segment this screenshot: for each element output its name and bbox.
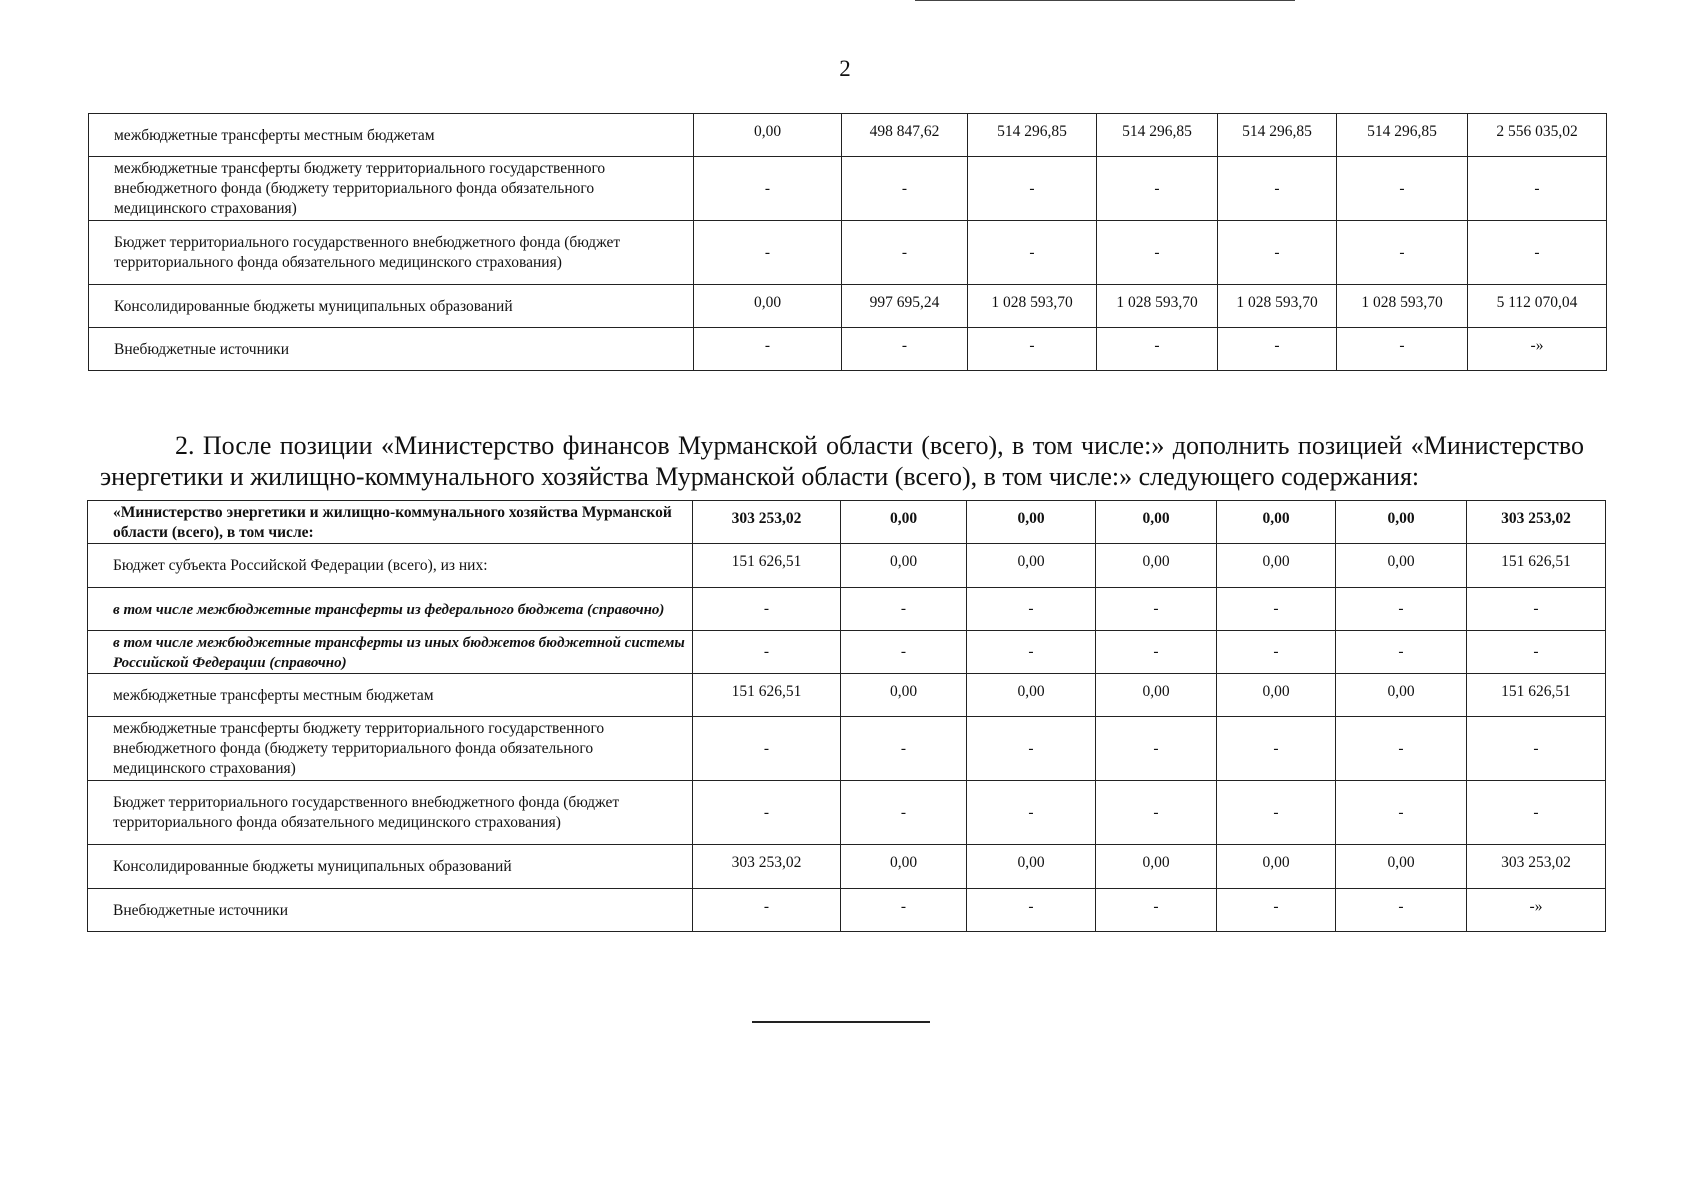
top-divider-line bbox=[915, 0, 1295, 1]
row-label: Бюджет территориального государственного внебюджетного фонда (бюджет территориального фонда обязательного медицинского страхования) bbox=[88, 781, 693, 845]
table-cell: 0,00 bbox=[1217, 544, 1336, 588]
table-cell: 0,00 bbox=[1336, 845, 1467, 889]
table-cell: - bbox=[1217, 631, 1336, 674]
row-label: Консолидированные бюджеты муниципальных образований bbox=[89, 285, 694, 328]
table-cell: 0,00 bbox=[694, 285, 842, 328]
table-cell: - bbox=[967, 781, 1096, 845]
table-cell: - bbox=[968, 328, 1097, 371]
table-cell: - bbox=[1467, 588, 1606, 631]
table-cell: 0,00 bbox=[967, 845, 1096, 889]
table-row bbox=[89, 285, 1607, 328]
table-cell: 1 028 593,70 bbox=[968, 285, 1097, 328]
table-cell: 1 028 593,70 bbox=[1337, 285, 1468, 328]
table-cell: - bbox=[1096, 889, 1217, 932]
table-cell: - bbox=[967, 889, 1096, 932]
table-cell: - bbox=[1337, 221, 1468, 285]
table-row bbox=[89, 221, 1607, 285]
table-cell: 1 028 593,70 bbox=[1218, 285, 1337, 328]
amendment-paragraph: 2. После позиции «Министерство финансов Мурманской области (всего), в том числе:» дополнить позицией «Министерство энергетики и жилищно-коммунального хозяйства Мурманской области (всего), в том числе:» следующего содержания: bbox=[100, 431, 1584, 491]
table-cell: 303 253,02 bbox=[693, 845, 841, 889]
table-cell: - bbox=[1336, 588, 1467, 631]
row-label: межбюджетные трансферты местным бюджетам bbox=[88, 674, 693, 717]
table-cell: 0,00 bbox=[1096, 674, 1217, 717]
table-cell: - bbox=[841, 717, 967, 781]
budget-table-new-position bbox=[87, 500, 1606, 932]
table-cell: - bbox=[1096, 631, 1217, 674]
table-cell: - bbox=[1467, 781, 1606, 845]
table-cell: - bbox=[1467, 631, 1606, 674]
table-cell: - bbox=[842, 328, 968, 371]
table-cell: 0,00 bbox=[967, 544, 1096, 588]
table-cell: - bbox=[968, 221, 1097, 285]
table-cell: -» bbox=[1467, 889, 1606, 932]
table-cell: - bbox=[1336, 717, 1467, 781]
table-cell: - bbox=[1096, 781, 1217, 845]
table-cell: - bbox=[1337, 157, 1468, 221]
table-cell: 303 253,02 bbox=[1467, 501, 1606, 544]
table-cell: 0,00 bbox=[1217, 674, 1336, 717]
table-cell: 151 626,51 bbox=[693, 544, 841, 588]
table-row bbox=[88, 845, 1606, 889]
table-cell: - bbox=[1336, 889, 1467, 932]
table-cell: 5 112 070,04 bbox=[1468, 285, 1607, 328]
row-label: Бюджет территориального государственного внебюджетного фонда (бюджет территориального фонда обязательного медицинского страхования) bbox=[89, 221, 694, 285]
table-cell: 0,00 bbox=[841, 544, 967, 588]
table-cell: 0,00 bbox=[1096, 544, 1217, 588]
table-cell: - bbox=[841, 889, 967, 932]
table-cell: - bbox=[967, 588, 1096, 631]
table-cell: 0,00 bbox=[1096, 501, 1217, 544]
budget-table-continued bbox=[88, 113, 1607, 371]
table-cell: - bbox=[841, 588, 967, 631]
table-cell: - bbox=[1336, 781, 1467, 845]
table-cell: - bbox=[1097, 221, 1218, 285]
row-label: Бюджет субъекта Российской Федерации (всего), из них: bbox=[88, 544, 693, 588]
table-cell: 514 296,85 bbox=[1097, 114, 1218, 157]
table-cell: 2 556 035,02 bbox=[1468, 114, 1607, 157]
table-cell: - bbox=[842, 157, 968, 221]
table-cell: - bbox=[968, 157, 1097, 221]
table-cell: 0,00 bbox=[1217, 845, 1336, 889]
table-cell: - bbox=[1336, 631, 1467, 674]
table-cell: - bbox=[967, 631, 1096, 674]
page-number: 2 bbox=[839, 56, 851, 81]
table-cell: - bbox=[694, 328, 842, 371]
table-cell: 0,00 bbox=[841, 845, 967, 889]
table-cell: - bbox=[1467, 717, 1606, 781]
table-cell: - bbox=[1218, 328, 1337, 371]
table-cell: 0,00 bbox=[1336, 544, 1467, 588]
table-cell: 303 253,02 bbox=[1467, 845, 1606, 889]
table-row bbox=[88, 781, 1606, 845]
table-cell: 997 695,24 bbox=[842, 285, 968, 328]
table-cell: - bbox=[693, 781, 841, 845]
row-label: межбюджетные трансферты бюджету территориального государственного внебюджетного фонда (бюджету территориального фонда обязательного медицинского страхования) bbox=[88, 717, 693, 781]
row-label: в том числе межбюджетные трансферты из федерального бюджета (справочно) bbox=[88, 588, 693, 631]
table-cell: 498 847,62 bbox=[842, 114, 968, 157]
table-cell: - bbox=[1096, 717, 1217, 781]
table-row bbox=[88, 544, 1606, 588]
table-cell: - bbox=[967, 717, 1096, 781]
table-cell: - bbox=[694, 157, 842, 221]
table-cell: 0,00 bbox=[694, 114, 842, 157]
table-cell: 514 296,85 bbox=[1218, 114, 1337, 157]
table-cell: - bbox=[1337, 328, 1468, 371]
table-cell: - bbox=[693, 889, 841, 932]
table-cell: - bbox=[693, 588, 841, 631]
table-row bbox=[88, 674, 1606, 717]
table-cell: 0,00 bbox=[967, 501, 1096, 544]
table-cell: - bbox=[1097, 157, 1218, 221]
table-cell: 514 296,85 bbox=[1337, 114, 1468, 157]
table-row bbox=[89, 157, 1607, 221]
table-row bbox=[89, 328, 1607, 371]
row-label: Внебюджетные источники bbox=[89, 328, 694, 371]
table-cell: 0,00 bbox=[841, 501, 967, 544]
table-row bbox=[89, 114, 1607, 157]
table-cell: - bbox=[1468, 221, 1607, 285]
table-cell: - bbox=[1096, 588, 1217, 631]
table-cell: 151 626,51 bbox=[1467, 674, 1606, 717]
table-cell: 1 028 593,70 bbox=[1097, 285, 1218, 328]
table-cell: - bbox=[693, 631, 841, 674]
table-cell: - bbox=[693, 717, 841, 781]
table-cell: -» bbox=[1468, 328, 1607, 371]
table-cell: - bbox=[1097, 328, 1218, 371]
row-label: Консолидированные бюджеты муниципальных образований bbox=[88, 845, 693, 889]
table-row bbox=[88, 889, 1606, 932]
row-label: межбюджетные трансферты бюджету территориального государственного внебюджетного фонда (бюджету территориального фонда обязательного медицинского страхования) bbox=[89, 157, 694, 221]
table-cell: - bbox=[1217, 889, 1336, 932]
table-row bbox=[88, 717, 1606, 781]
table-cell: 303 253,02 bbox=[693, 501, 841, 544]
end-divider-line bbox=[752, 1021, 930, 1023]
row-label: «Министерство энергетики и жилищно-коммунального хозяйства Мурманской области (всего), в том числе: bbox=[88, 501, 693, 544]
table-cell: - bbox=[1217, 717, 1336, 781]
table-cell: - bbox=[1217, 781, 1336, 845]
table-cell: 151 626,51 bbox=[693, 674, 841, 717]
table-cell: 514 296,85 bbox=[968, 114, 1097, 157]
row-label: в том числе межбюджетные трансферты из иных бюджетов бюджетной системы Российской Федерации (справочно) bbox=[88, 631, 693, 674]
table-cell: 0,00 bbox=[1336, 501, 1467, 544]
table-cell: - bbox=[694, 221, 842, 285]
table-row bbox=[88, 501, 1606, 544]
table-cell: 151 626,51 bbox=[1467, 544, 1606, 588]
table-row bbox=[88, 631, 1606, 674]
table-cell: - bbox=[1468, 157, 1607, 221]
table-cell: 0,00 bbox=[1217, 501, 1336, 544]
table-cell: - bbox=[841, 781, 967, 845]
table-cell: - bbox=[1218, 157, 1337, 221]
table-cell: 0,00 bbox=[967, 674, 1096, 717]
table-cell: 0,00 bbox=[1096, 845, 1217, 889]
table-cell: - bbox=[1217, 588, 1336, 631]
row-label: межбюджетные трансферты местным бюджетам bbox=[89, 114, 694, 157]
table-cell: - bbox=[841, 631, 967, 674]
row-label: Внебюджетные источники bbox=[88, 889, 693, 932]
table-cell: - bbox=[1218, 221, 1337, 285]
table-cell: - bbox=[842, 221, 968, 285]
table-row bbox=[88, 588, 1606, 631]
table-cell: 0,00 bbox=[1336, 674, 1467, 717]
table-cell: 0,00 bbox=[841, 674, 967, 717]
